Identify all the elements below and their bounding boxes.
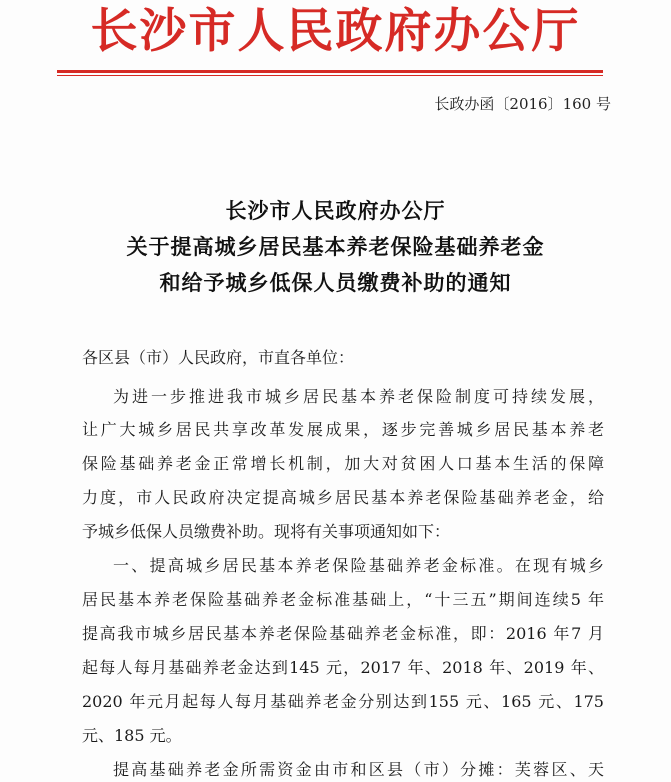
title-line-2: 关于提高城乡居民基本养老保险基础养老金 (126, 235, 545, 259)
paragraph-2-line-1: 一、提高城乡居民基本养老保险基础养老金标准。在现有城乡 (113, 556, 604, 575)
paragraph-2-line-3: 提高我市城乡居民基本养老保险基础养老金标准，即：2016 年7 月 (82, 624, 604, 643)
salutation: 各区县（市）人民政府，市直各单位： (82, 348, 355, 367)
paragraph-2-line-4: 起每人每月基础养老金达到145 元，2017 年、2018 年、2019 年、 (82, 658, 604, 677)
title-line-1: 长沙市人民政府办公厅 (225, 199, 446, 223)
issuer-header: 长沙市人民政府办公厅 (90, 4, 581, 59)
paragraph-2-line-2: 居民基本养老保险基础养老金标准基础上，“十三五”期间连续5 年 (82, 590, 604, 609)
paragraph-3-line-1: 提高基础养老金所需资金由市和区县（市）分摊：芙蓉区、天 (113, 760, 604, 779)
paragraph-1-line-1: 为进一步推进我市城乡居民基本养老保险制度可持续发展， (113, 387, 604, 406)
title-line-3: 和给予城乡低保人员缴费补助的通知 (159, 271, 512, 295)
document-title (0, 193, 671, 301)
paragraph-1-line-5: 予城乡低保人员缴费补助。现将有关事项通知如下： (82, 522, 451, 541)
red-rule-thick (57, 70, 603, 73)
paragraph-1-line-4: 力度，市人民政府决定提高城乡居民基本养老保险基础养老金，给 (82, 488, 604, 507)
document-number: 长政办函〔2016〕160 号 (434, 95, 611, 113)
paragraph-2-line-5: 2020 年元月起每人每月基础养老金分别达到155 元、165 元、175 (82, 692, 604, 711)
red-rule-thin (57, 75, 603, 76)
paragraph-1-line-3: 保险基础养老金正常增长机制，加大对贫困人口基本生活的保障 (82, 454, 604, 473)
paragraph-2-line-6: 元、185 元。 (82, 726, 182, 745)
paragraph-1-line-2: 让广大城乡居民共享改革发展成果，逐步完善城乡居民基本养老 (82, 420, 604, 439)
